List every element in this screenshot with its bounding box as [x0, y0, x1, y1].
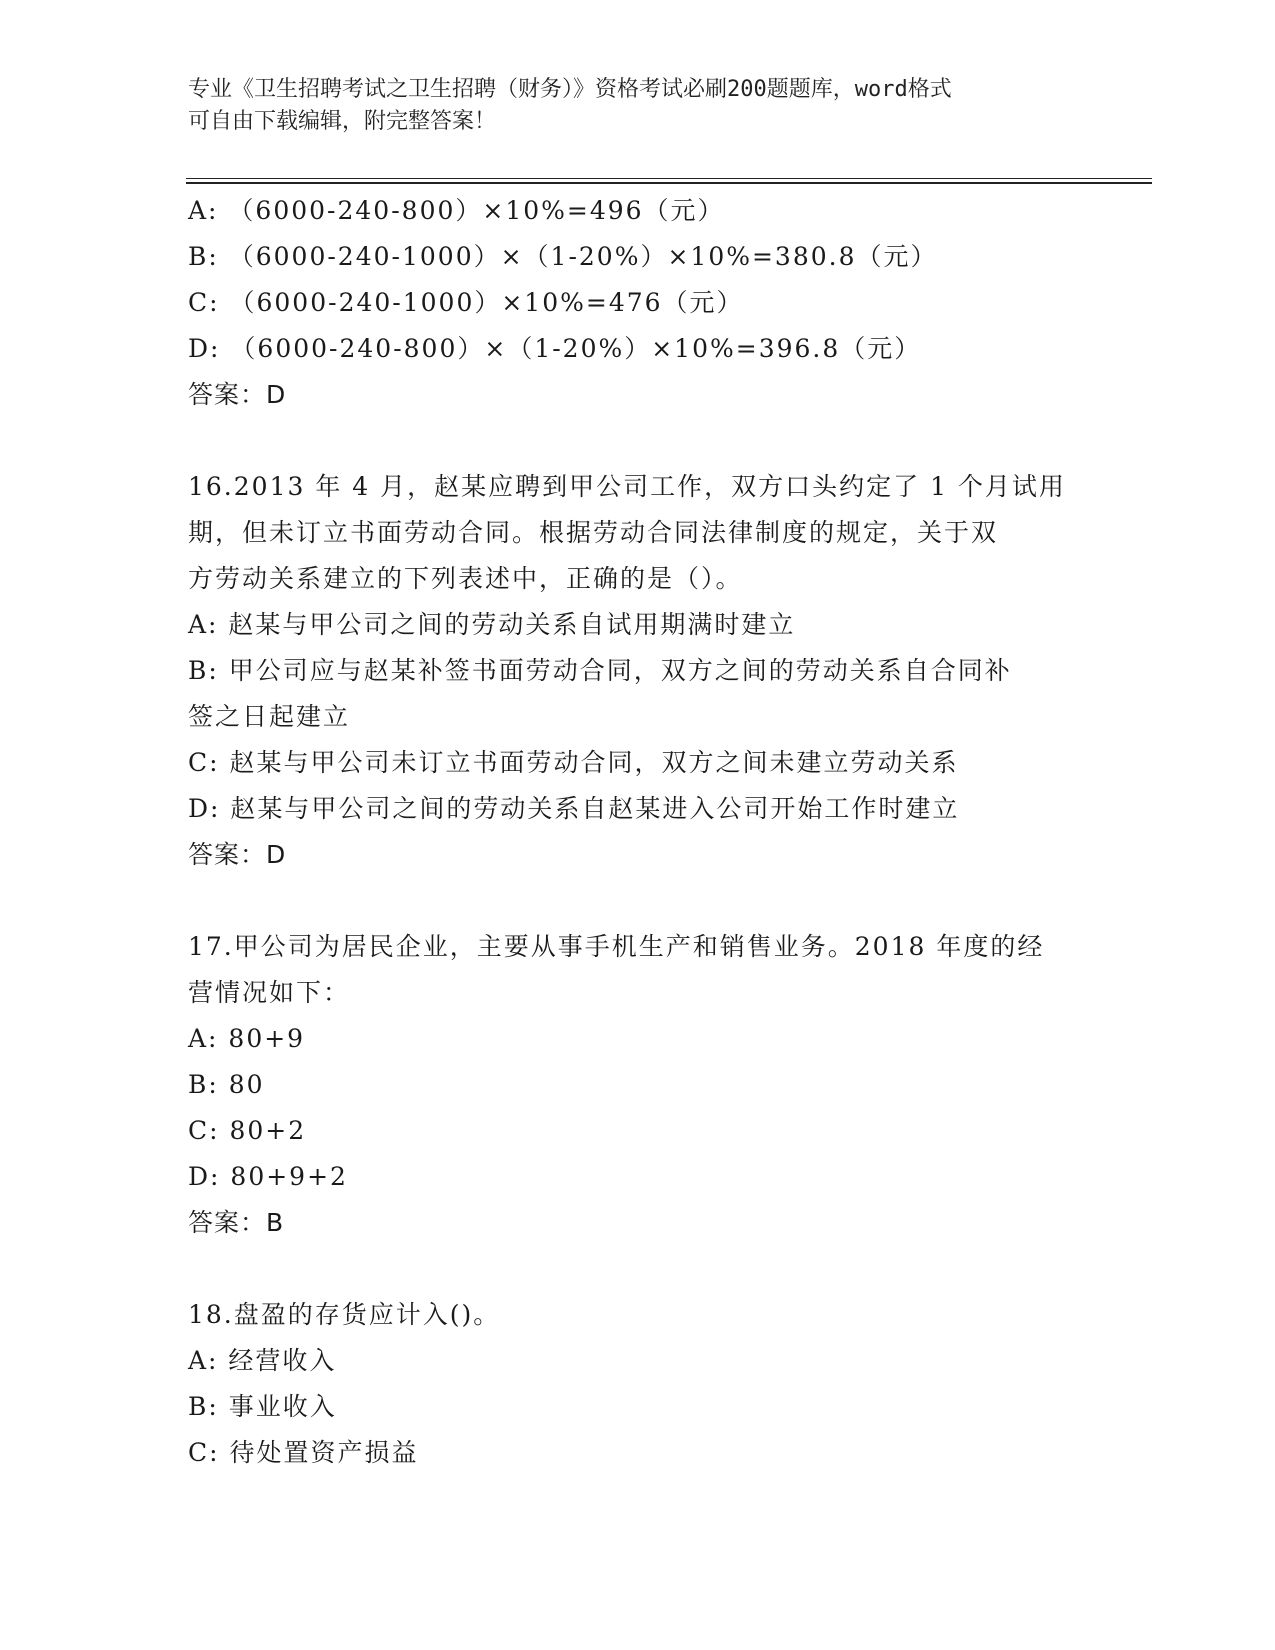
option-b: B: 甲公司应与赵某补签书面劳动合同，双方之间的劳动关系自合同补	[188, 656, 1012, 685]
spacer	[188, 418, 1088, 464]
option-c: C: 赵某与甲公司未订立书面劳动合同，双方之间未建立劳动关系	[188, 748, 959, 777]
question-stem: 17.甲公司为居民企业，主要从事手机生产和销售业务。2018 年度的经	[188, 932, 1045, 961]
option-c: C: 待处置资产损益	[188, 1438, 419, 1467]
header-divider-thin	[186, 178, 1152, 179]
spacer	[188, 878, 1088, 924]
question-16	[188, 464, 1088, 878]
option-b: B: 事业收入	[188, 1392, 337, 1421]
header-line-1: 专业《卫生招聘考试之卫生招聘（财务）》资格考试必刷200题题库，word格式	[188, 77, 952, 102]
option-d: D: 赵某与甲公司之间的劳动关系自赵某进入公司开始工作时建立	[188, 794, 960, 823]
option-b: B: （6000-240-1000）×（1-20%）×10%=380.8（元）	[188, 242, 938, 271]
question-list	[188, 188, 1088, 1476]
option-c: C: 80+2	[188, 1116, 307, 1145]
option-a: A: 80+9	[188, 1024, 306, 1053]
answer: 答案：B	[188, 1208, 285, 1237]
header-line-2: 可自由下载编辑，附完整答案！	[188, 109, 497, 134]
option-c: C: （6000-240-1000）×10%=476（元）	[188, 288, 744, 317]
question-stem: 18.盘盈的存货应计入()。	[188, 1300, 501, 1329]
spacer	[188, 1246, 1088, 1292]
option-a: A: 赵某与甲公司之间的劳动关系自试用期满时建立	[188, 610, 796, 639]
question-17	[188, 924, 1088, 1246]
option-a: A: （6000-240-800）×10%=496（元）	[188, 196, 725, 225]
answer: 答案：D	[188, 380, 287, 409]
question-18	[188, 1292, 1088, 1476]
document-header	[188, 74, 1088, 138]
option-d: D: （6000-240-800）×（1-20%）×10%=396.8（元）	[188, 334, 922, 363]
option-b: B: 80	[188, 1070, 265, 1099]
answer: 答案：D	[188, 840, 287, 869]
option-d: D: 80+9+2	[188, 1162, 348, 1191]
question-stem: 16.2013 年 4 月，赵某应聘到甲公司工作，双方口头约定了 1 个月试用	[188, 472, 1066, 501]
question-15	[188, 188, 1088, 418]
question-stem: 期，但未订立书面劳动合同。根据劳动合同法律制度的规定，关于双	[188, 518, 999, 547]
option-a: A: 经营收入	[188, 1346, 337, 1375]
header-divider-thick	[186, 182, 1152, 184]
question-stem: 营情况如下：	[188, 978, 351, 1007]
question-stem: 方劳动关系建立的下列表述中，正确的是（）。	[188, 564, 743, 593]
option-b-continued: 签之日起建立	[188, 702, 351, 731]
